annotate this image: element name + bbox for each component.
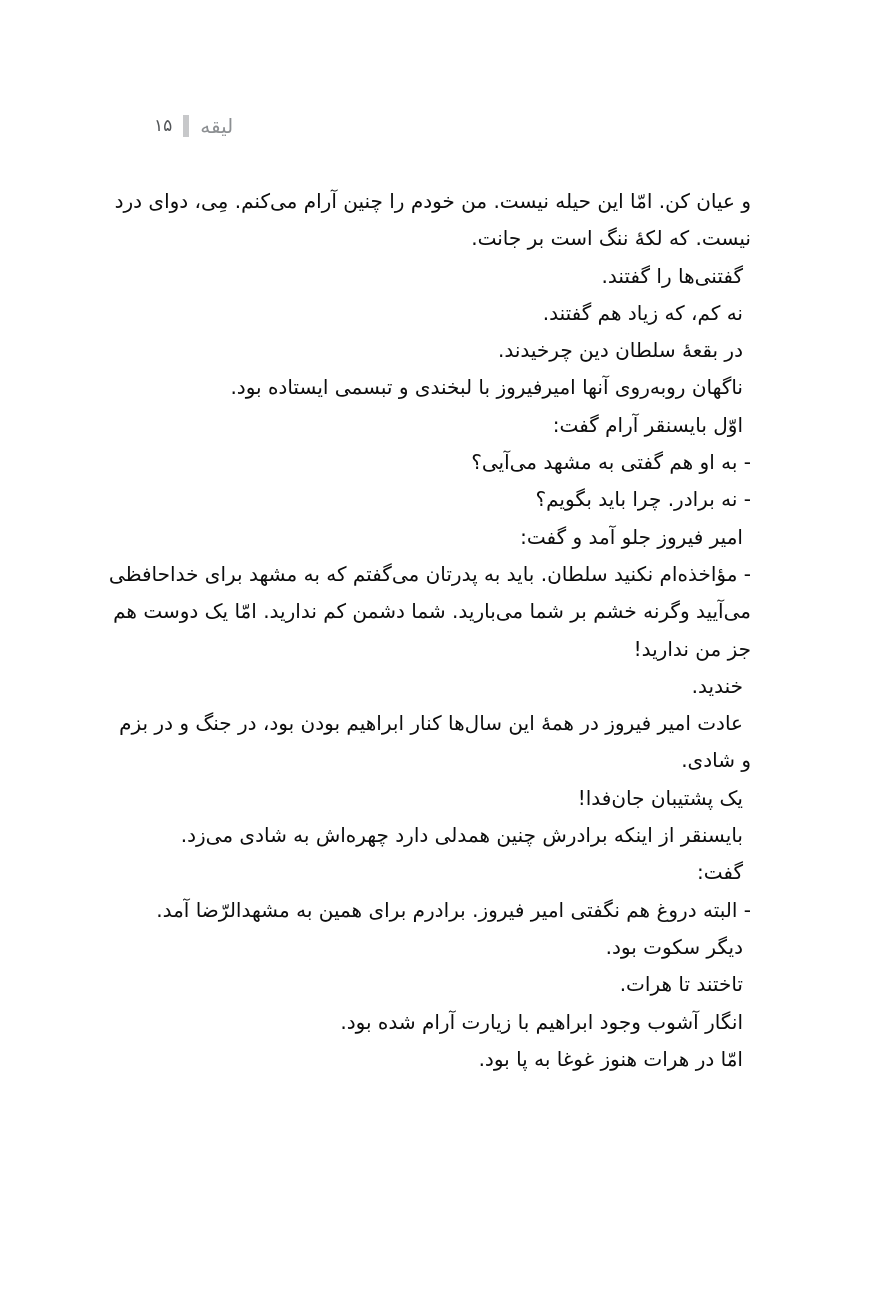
text-line: خندید. [691, 673, 743, 698]
text-line: نیست. که لکۀ ننگ است بر جانت. [471, 226, 751, 251]
page-header [154, 110, 233, 142]
text-line: اوّل بایسنقر آرام گفت: [552, 412, 743, 437]
text-line: امّا در هرات هنوز غوغا به پا بود. [478, 1046, 743, 1071]
running-head-book-title: لیقه [200, 114, 234, 138]
text-line: جز من ندارید! [633, 636, 751, 661]
text-line-dialogue: - به او هم گفتی به مشهد می‌آیی؟ [471, 450, 751, 475]
text-line: امیر فیروز جلو آمد و گفت: [520, 524, 743, 549]
text-line: بایسنقر از اینکه برادرش چنین همدلی دارد چهره‌اش به شادی می‌زد. [180, 823, 743, 848]
text-line-dialogue: - مؤاخذه‌ام نکنید سلطان. باید به پدرتان می‌گفتم که به مشهد برای خداحافظی [108, 561, 751, 586]
text-line: یک پشتیبان جان‌فدا! [577, 785, 743, 810]
page-number: ۱۵ [154, 116, 173, 136]
text-line: نه کم، که زیاد هم گفتند. [542, 300, 743, 325]
text-line: گفتنی‌ها را گفتند. [601, 263, 743, 288]
text-line: و شادی. [681, 748, 751, 773]
text-line: در بقعۀ سلطان دین چرخیدند. [497, 338, 743, 363]
header-separator-bar [183, 115, 189, 137]
body-text [108, 183, 751, 1078]
text-line: تاختند تا هرات. [619, 972, 743, 997]
text-line: و عیان کن. امّا این حیله نیست. من خودم را چنین آرام می‌کنم. مِی، دوای درد [114, 189, 751, 213]
text-line: گفت: [696, 860, 743, 885]
text-line-dialogue: - نه برادر. چرا باید بگویم؟ [535, 487, 751, 512]
text-line: می‌آیید وگرنه خشم بر شما می‌بارید. شما دشمن کم ندارید. امّا یک دوست هم [113, 599, 751, 624]
text-line-dialogue: - البته دروغ هم نگفتی امیر فیروز. برادرم برای همین به مشهدالرّضا آمد. [156, 897, 751, 922]
text-line: ناگهان روبه‌روی آنها امیرفیروز با لبخندی و تبسمی ایستاده بود. [230, 375, 743, 400]
text-line: عادت امیر فیروز در همۀ این سال‌ها کنار ابراهیم بودن بود، در جنگ و در بزم [119, 711, 743, 736]
text-line: دیگر سکوت بود. [605, 934, 743, 959]
text-line: انگار آشوب وجود ابراهیم با زیارت آرام شده بود. [340, 1009, 743, 1034]
